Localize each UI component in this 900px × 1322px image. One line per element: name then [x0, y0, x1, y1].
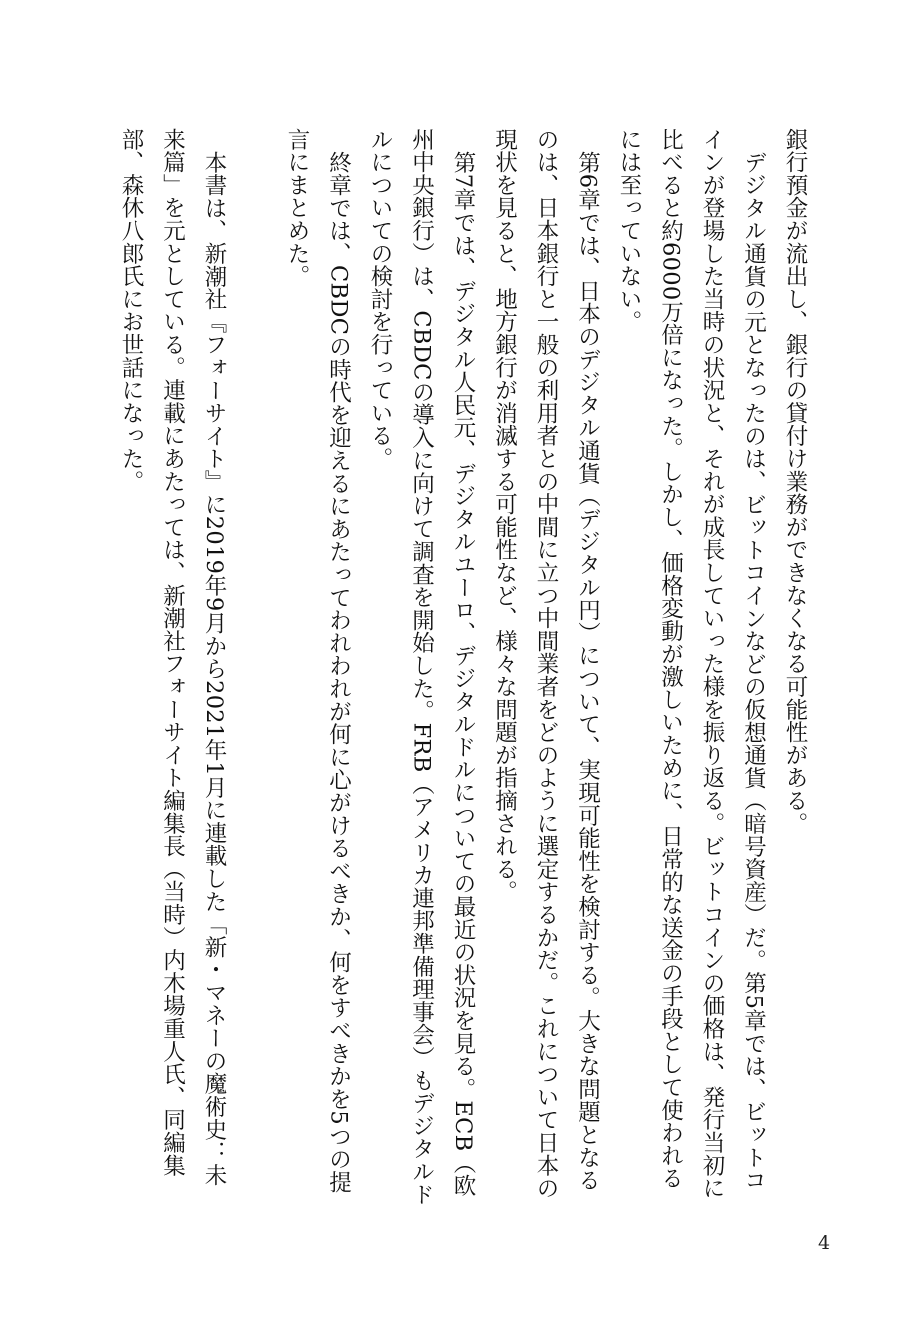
- paragraph-5: 終章では、CBDCの時代を迎えるにあたってわれわれが何に心がけるべきか、何をすべきかを5つの提言にまとめた。: [284, 128, 352, 1193]
- paragraph-4: 第7章では、デジタル人民元、デジタルユーロ、デジタルドルについての最近の状況を見る。ECB（欧州中央銀行）は、CBDCの導入に向けて調査を開始した。FRB（アメリカ連邦準備理事会）もデジタルドルについての検討を行っている。: [367, 128, 476, 1206]
- paragraph-2: デジタル通貨の元となったのは、ビットコインなどの仮想通貨（暗号資産）だ。第5章では、ビットコインが登場した当時の状況と、それが成長していった様を振り返る。ビットコインの価格は、発行当初に比べると約6000万倍になった。しかし、価格変動が激しいために、日常的な送金の手段として使われるには至っていない。: [616, 128, 767, 1200]
- paragraph-3: 第6章では、日本のデジタル通貨（デジタル円）について、実現可能性を検討する。大きな問題となるのは、日本銀行と一般の利用者との中間に立つ中間業者をどのように選定するかだ。これについて日本の現状を見ると、地方銀行が消滅する可能性など、様々な問題が指摘される。: [491, 128, 601, 1200]
- paragraph-6: 本書は、新潮社『フォーサイト』に2019年9月から2021年1月に連載した「新・マネーの魔術史：未来篇」を元としている。連載にあたっては、新潮社フォーサイト編集長（当時）内木場重人氏、同編集部、森休八郎氏にお世話になった。: [118, 128, 227, 1186]
- paragraph-1: 銀行預金が流出し、銀行の貸付け業務ができなくなる可能性がある。: [782, 128, 808, 835]
- body-text: [75, 128, 815, 1208]
- paragraph-gap: [234, 128, 276, 1208]
- page-number: 4: [818, 1232, 831, 1254]
